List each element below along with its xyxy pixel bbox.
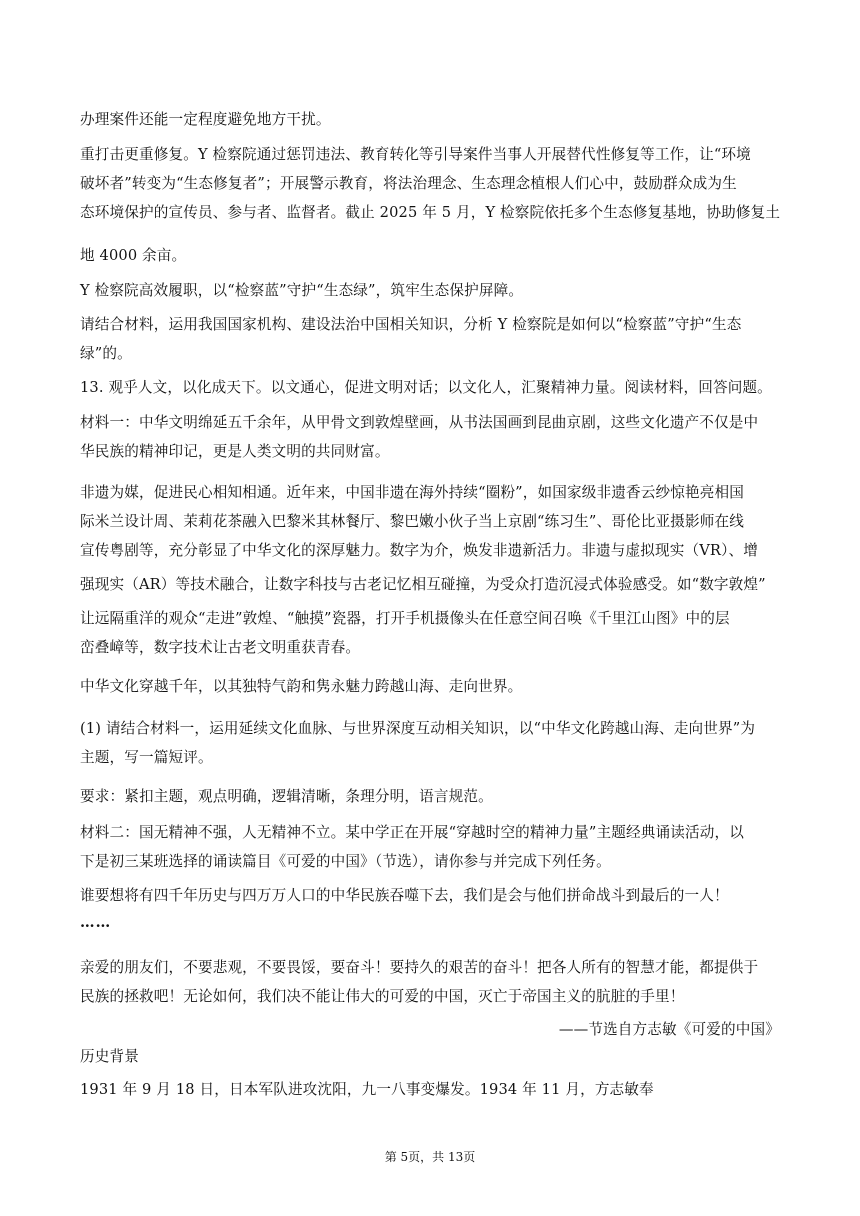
question-13: 13. 观乎人文，以化成天下。以文通心，促进文明对话；以文化人，汇聚精神力量。阅读材料，回答问题。 — [80, 379, 772, 396]
quote-source: ——节选自方志敏《可爱的中国》 — [558, 1021, 780, 1038]
text-line: 主题，写一篇短评。 — [80, 749, 213, 766]
quote-line: 谁要想将有四千年历史与四万万人口的中华民族吞噬下去，我们是会与他们拼命战斗到最后的一人！ — [80, 887, 729, 904]
quote-line: 亲爱的朋友们，不要悲观，不要畏馁，要奋斗！要持久的艰苦的奋斗！把各人所有的智慧才能，都提供于 — [80, 959, 759, 976]
text-line: 非遗为媒，促进民心相知相通。近年来，中国非遗在海外持续“圈粉”，如国家级非遗香云纱惊艳亮相国 — [80, 484, 744, 501]
requirements: 要求：紧扣主题，观点明确，逻辑清晰，条理分明，语言规范。 — [80, 788, 493, 805]
text-line: 下是初三某班选择的诵读篇目《可爱的中国》（节选），请你参与并完成下列任务。 — [80, 853, 611, 870]
text-line: 材料二：国无精神不强，人无精神不立。某中学正在开展“穿越时空的精神力量”主题经典诵读活动，以 — [80, 824, 744, 841]
page-number: 第 5页，共 13页 — [384, 1150, 476, 1164]
sub-question-1: (1) 请结合材料一，运用延续文化血脉、与世界深度互动相关知识，以“中华文化跨越山海、走向世界”为 — [80, 720, 756, 737]
text-line: 让远隔重洋的观众“走进”敦煌、“触摸”瓷器，打开手机摄像头在任意空间召唤《千里江山图》中的层 — [80, 610, 730, 627]
quote-line: 民族的拯救吧！无论如何，我们决不能让伟大的可爱的中国，灭亡于帝国主义的肮脏的手里！ — [80, 988, 685, 1005]
text-line: 态环境保护的宣传员、参与者、监督者。截止 2025 年 5 月，Y 检察院依托多个生态修复基地，协助修复土 — [80, 204, 781, 221]
text-line: 材料一：中华文明绵延五千余年，从甲骨文到敦煌壁画，从书法国画到昆曲京剧，这些文化遗产不仅是中 — [80, 414, 759, 431]
ellipsis: …… — [80, 914, 112, 931]
text-line: 破坏者”转变为“生态修复者”；开展警示教育，将法治理念、生态理念植根人们心中，鼓励群众成为生 — [80, 175, 737, 192]
text-line: 绿”的。 — [80, 345, 132, 362]
text-line: 峦叠嶂等，数字技术让古老文明重获青春。 — [80, 639, 361, 656]
text-line: 重打击更重修复。Y 检察院通过惩罚违法、教育转化等引导案件当事人开展替代性修复等工作，让“环境 — [80, 146, 751, 163]
text-line: 强现实（AR）等技术融合，让数字科技与古老记忆相互碰撞，为受众打造沉浸式体验感受。如“数字敦煌” — [80, 576, 766, 593]
text-line: Y 检察院高效履职，以“检察蓝”守护“生态绿”，筑牢生态保护屏障。 — [80, 282, 524, 299]
text-line: 宣传粤剧等，充分彰显了中华文化的深厚魅力。数字为介，焕发非遗新活力。非遗与虚拟现实（VR）、增 — [80, 542, 758, 559]
text-line: 请结合材料，运用我国国家机构、建设法治中国相关知识，分析 Y 检察院是如何以“检察蓝”守护“生态 — [80, 316, 742, 333]
section-heading: 历史背景 — [80, 1048, 139, 1065]
text-line: 1931 年 9 月 18 日，日本军队进攻沈阳，九一八事变爆发。1934 年 11 月，方志敏奉 — [80, 1081, 654, 1098]
text-line: 办理案件还能一定程度避免地方干扰。 — [80, 111, 331, 128]
text-line: 华民族的精神印记，更是人类文明的共同财富。 — [80, 443, 390, 460]
text-line: 中华文化穿越千年，以其独特气韵和隽永魅力跨越山海、走向世界。 — [80, 678, 523, 695]
text-line: 地 4000 余亩。 — [80, 247, 187, 264]
text-line: 际米兰设计周、茉莉花茶融入巴黎米其林餐厅、黎巴嫩小伙子当上京剧“练习生”、哥伦比亚摄影师在线 — [80, 513, 744, 530]
